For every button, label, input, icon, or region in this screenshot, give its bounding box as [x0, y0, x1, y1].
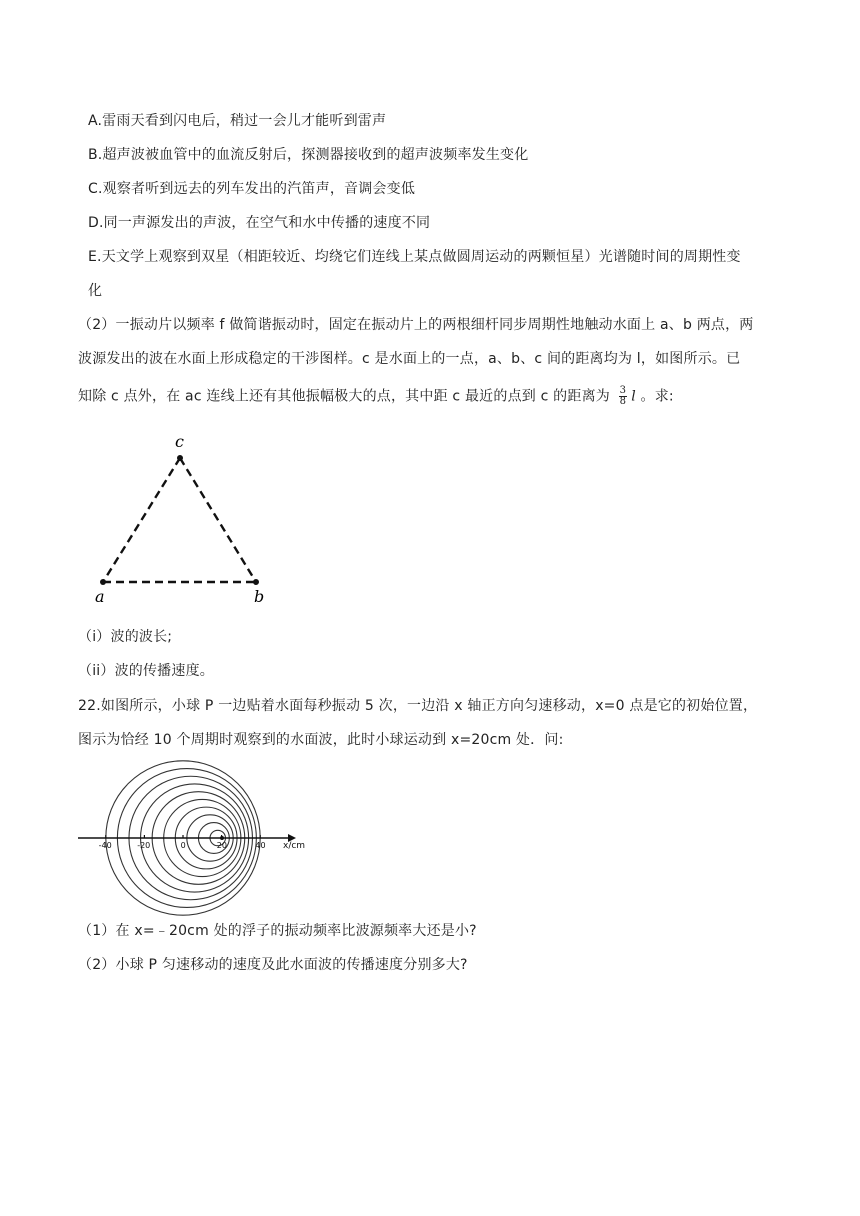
- point-c: [177, 455, 183, 461]
- water-wave-figure: [76, 760, 316, 918]
- point-a: [100, 579, 106, 585]
- label-c: c: [175, 432, 184, 451]
- option-b: B.超声波被血管中的血流反射后，探测器接收到的超声波频率发生变化: [88, 147, 529, 163]
- label-a: a: [95, 587, 105, 606]
- fraction-variable: l: [631, 388, 636, 405]
- point-b: [253, 579, 259, 585]
- label-b: b: [254, 587, 265, 606]
- tick-label: -20: [137, 841, 151, 850]
- side-bc: [180, 458, 256, 582]
- tick-label: 20: [216, 841, 227, 850]
- option-e-line1: E.天文学上观察到双星（相距较近、均绕它们连线上某点做圆周运动的两颗恒星）光谱随时间的周期性变: [88, 249, 741, 265]
- q2-sub-i: （i）波的波长;: [78, 629, 173, 645]
- q22-line1: 22.如图所示，小球 P 一边贴着水面每秒振动 5 次，一边沿 x 轴正方向匀速移动，x=0 点是它的初始位置，: [78, 698, 758, 714]
- option-a: A.雷雨天看到闪电后，稍过一会儿才能听到雷声: [88, 113, 387, 129]
- q2-sub-ii: （ii）波的传播速度。: [78, 663, 214, 679]
- tick-label: 0: [180, 841, 186, 850]
- tick-label: 40: [255, 841, 266, 850]
- fraction-denominator: 8: [619, 396, 627, 407]
- q2-line2: 波源发出的波在水面上形成稳定的干涉图样。c 是水面上的一点，a、b、c 间的距离均为 l，如图所示。已: [78, 351, 741, 367]
- q2-line3-end: 。求:: [640, 388, 674, 405]
- triangle-figure: [90, 430, 280, 610]
- q2-line1: （2）一振动片以频率 f 做简谐振动时，固定在振动片上的两根细杆同步周期性地触动水面上 a、b 两点，两: [78, 317, 754, 333]
- side-ac: [103, 458, 180, 582]
- q2-line3-text: 知除 c 点外，在 ac 连线上还有其他振幅极大的点，其中距 c 最近的点到 c 的距离为: [78, 388, 610, 405]
- option-c: C.观察者听到远去的列车发出的汽笛声，音调会变低: [88, 181, 416, 197]
- q22-sub1: （1）在 x=﹣20cm 处的浮子的振动频率比波源频率大还是小?: [78, 923, 477, 939]
- fraction-numerator: 3: [619, 385, 627, 396]
- q2-line3: [78, 386, 674, 407]
- option-e-line2: 化: [88, 283, 103, 299]
- fraction-three-eighths: [619, 386, 628, 407]
- option-d: D.同一声源发出的声波，在空气和水中传播的速度不同: [88, 215, 431, 231]
- q22-sub2: （2）小球 P 匀速移动的速度及此水面波的传播速度分别多大?: [78, 957, 468, 973]
- tick-label: -40: [98, 841, 112, 850]
- axis-label: x/cm: [283, 841, 306, 851]
- q22-line2: 图示为恰经 10 个周期时观察到的水面波，此时小球运动到 x=20cm 处．问:: [78, 732, 564, 748]
- ball-p: [220, 836, 224, 840]
